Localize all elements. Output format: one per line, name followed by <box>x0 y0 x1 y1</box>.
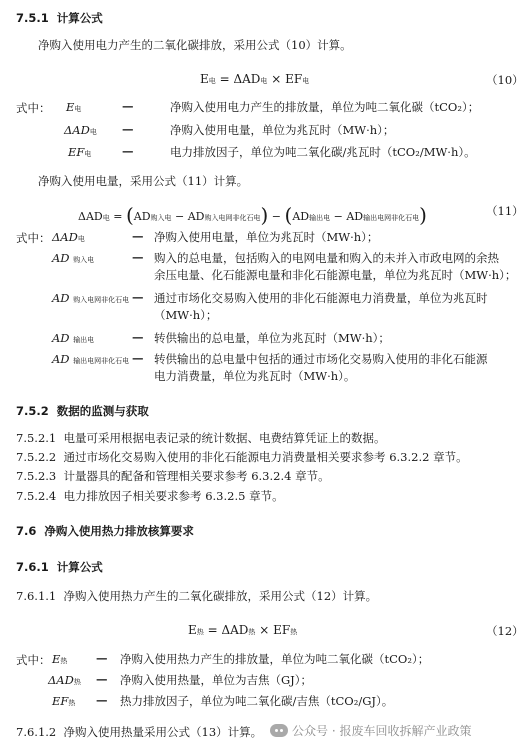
dash: — <box>122 122 134 136</box>
clause-text: 净购入使用热量采用公式（13）计算。 <box>63 725 263 739</box>
where-label: 式中： <box>16 101 51 115</box>
definition-line: 通过市场化交易购入使用的非化石能源电力消费量，单位为兆瓦时 <box>154 291 488 305</box>
symbol-ef-electric: EF电 <box>68 145 92 159</box>
formula-number: （12） <box>486 624 524 638</box>
dash: — <box>96 672 108 686</box>
definition: 热力排放因子，单位为吨二氧化碳/吉焦（tCO₂/GJ）。 <box>120 694 394 708</box>
section-number: 7.6.1 <box>16 560 49 574</box>
clause-7-5-2-2 <box>16 449 468 465</box>
dash: — <box>122 99 134 113</box>
symbol-delta-ad-electric: ΔAD电 <box>64 123 97 137</box>
definition: 净购入使用热量，单位为吉焦（GJ）； <box>120 673 313 687</box>
section-title: 数据的监测与获取 <box>56 404 149 418</box>
clause-7-5-2-1 <box>16 430 386 446</box>
definition-line: 转供输出的总电量中包括的通过市场化交易购入使用的非化石能源 <box>154 352 488 366</box>
definition: 净购入使用电量，单位为兆瓦时（MW·h）； <box>154 230 379 244</box>
section-number: 7.6 <box>16 524 37 538</box>
section-title: 计算公式 <box>56 560 103 574</box>
clause-text: 净购入使用热力产生的二氧化碳排放，采用公式（12）计算。 <box>63 589 378 603</box>
clause-number: 7.5.2.4 <box>16 489 57 503</box>
dash: — <box>122 144 134 158</box>
section-heading-7-6-1 <box>16 559 103 575</box>
dash: — <box>132 250 144 264</box>
definition-line: 购入的总电量，包括购入的电网电量和购入的未并入市政电网的余热 <box>154 251 499 265</box>
clause-number: 7.6.1.2 <box>16 725 57 739</box>
definition-line: 余压电量、化石能源电量和非化石能源电量，单位为兆瓦时（MW·h）； <box>154 268 517 282</box>
section-title: 计算公式 <box>56 11 103 25</box>
section-heading-7-5-1 <box>16 10 103 26</box>
clause-7-6-1-2 <box>16 724 262 740</box>
definition: 净购入使用电力产生的排放量，单位为吨二氧化碳（tCO₂）； <box>170 100 480 114</box>
dash: — <box>132 330 144 344</box>
where-label: 式中： <box>16 231 51 245</box>
clause-text: 电量可采用根据电表记录的统计数据、电费结算凭证上的数据。 <box>63 431 386 445</box>
section-heading-7-5-2 <box>16 403 149 419</box>
dash: — <box>132 351 144 365</box>
clause-number: 7.6.1.1 <box>16 589 57 603</box>
definition: 转供输出的总电量，单位为兆瓦时（MW·h）； <box>154 331 390 345</box>
clause-7-5-2-3 <box>16 468 330 484</box>
symbol-e-heat: E热 <box>52 652 68 666</box>
watermark-text: 公众号 · 报废车回收拆解产业政策 <box>292 724 472 738</box>
clause-number: 7.5.2.3 <box>16 469 57 483</box>
formula-11: ΔAD电 = (AD购入电 − AD购入电网非化石电) − (AD输出电 − AD输出电网非化石电) <box>78 203 427 227</box>
definition: 净购入使用电量，单位为兆瓦时（MW·h）； <box>170 123 395 137</box>
clause-7-5-2-4 <box>16 488 284 504</box>
definition: 净购入使用热力产生的排放量，单位为吨二氧化碳（tCO₂）； <box>120 652 430 666</box>
clause-number: 7.5.2.1 <box>16 431 57 445</box>
clause-text: 通过市场化交易购入使用的非化石能源电力消费量相关要求参考 6.3.2.2 章节。 <box>63 450 468 464</box>
dash: — <box>96 651 108 665</box>
watermark <box>270 722 471 739</box>
symbol-delta-ad-heat: ΔAD热 <box>48 673 81 687</box>
formula-number: （10） <box>486 73 524 87</box>
dash: — <box>132 290 144 304</box>
paragraph: 净购入使用电量，采用公式（11）计算。 <box>38 174 249 188</box>
section-number: 7.5.2 <box>16 404 49 418</box>
dash: — <box>132 229 144 243</box>
symbol-ad-purchased-grid-nonfossil: AD 购入电网非化石电 <box>52 291 130 305</box>
definition: 电力排放因子，单位为吨二氧化碳/兆瓦时（tCO₂/MW·h）。 <box>170 145 476 159</box>
paragraph: 净购入使用电力产生的二氧化碳排放，采用公式（10）计算。 <box>38 38 352 52</box>
section-title: 净购入使用热力排放核算要求 <box>44 524 194 538</box>
definition-line: （MW·h）； <box>154 308 218 322</box>
formula-12: E热 = ΔAD热 × EF热 <box>188 623 298 637</box>
clause-number: 7.5.2.2 <box>16 450 57 464</box>
symbol-ef-heat: EF热 <box>52 694 76 708</box>
section-number: 7.5.1 <box>16 11 49 25</box>
clause-7-6-1-1 <box>16 588 377 604</box>
wechat-icon <box>270 724 288 737</box>
clause-text: 计量器具的配备和管理相关要求参考 6.3.2.4 章节。 <box>63 469 330 483</box>
section-heading-7-6 <box>16 523 194 539</box>
symbol-ad-purchased: AD 购入电 <box>52 251 95 265</box>
clause-text: 电力排放因子相关要求参考 6.3.2.5 章节。 <box>63 489 284 503</box>
symbol-ad-output: AD 输出电 <box>52 331 95 345</box>
symbol-delta-ad-electric: ΔAD电 <box>52 230 85 244</box>
formula-number: （11） <box>486 204 524 218</box>
dash: — <box>96 693 108 707</box>
symbol-ad-output-grid-nonfossil: AD 输出电网非化石电 <box>52 352 130 366</box>
symbol-e-electric: E电 <box>66 100 82 114</box>
formula-10: E电 = ΔAD电 × EF电 <box>200 72 310 86</box>
where-label: 式中： <box>16 653 51 667</box>
definition-line: 电力消费量，单位为兆瓦时（MW·h）。 <box>154 369 356 383</box>
